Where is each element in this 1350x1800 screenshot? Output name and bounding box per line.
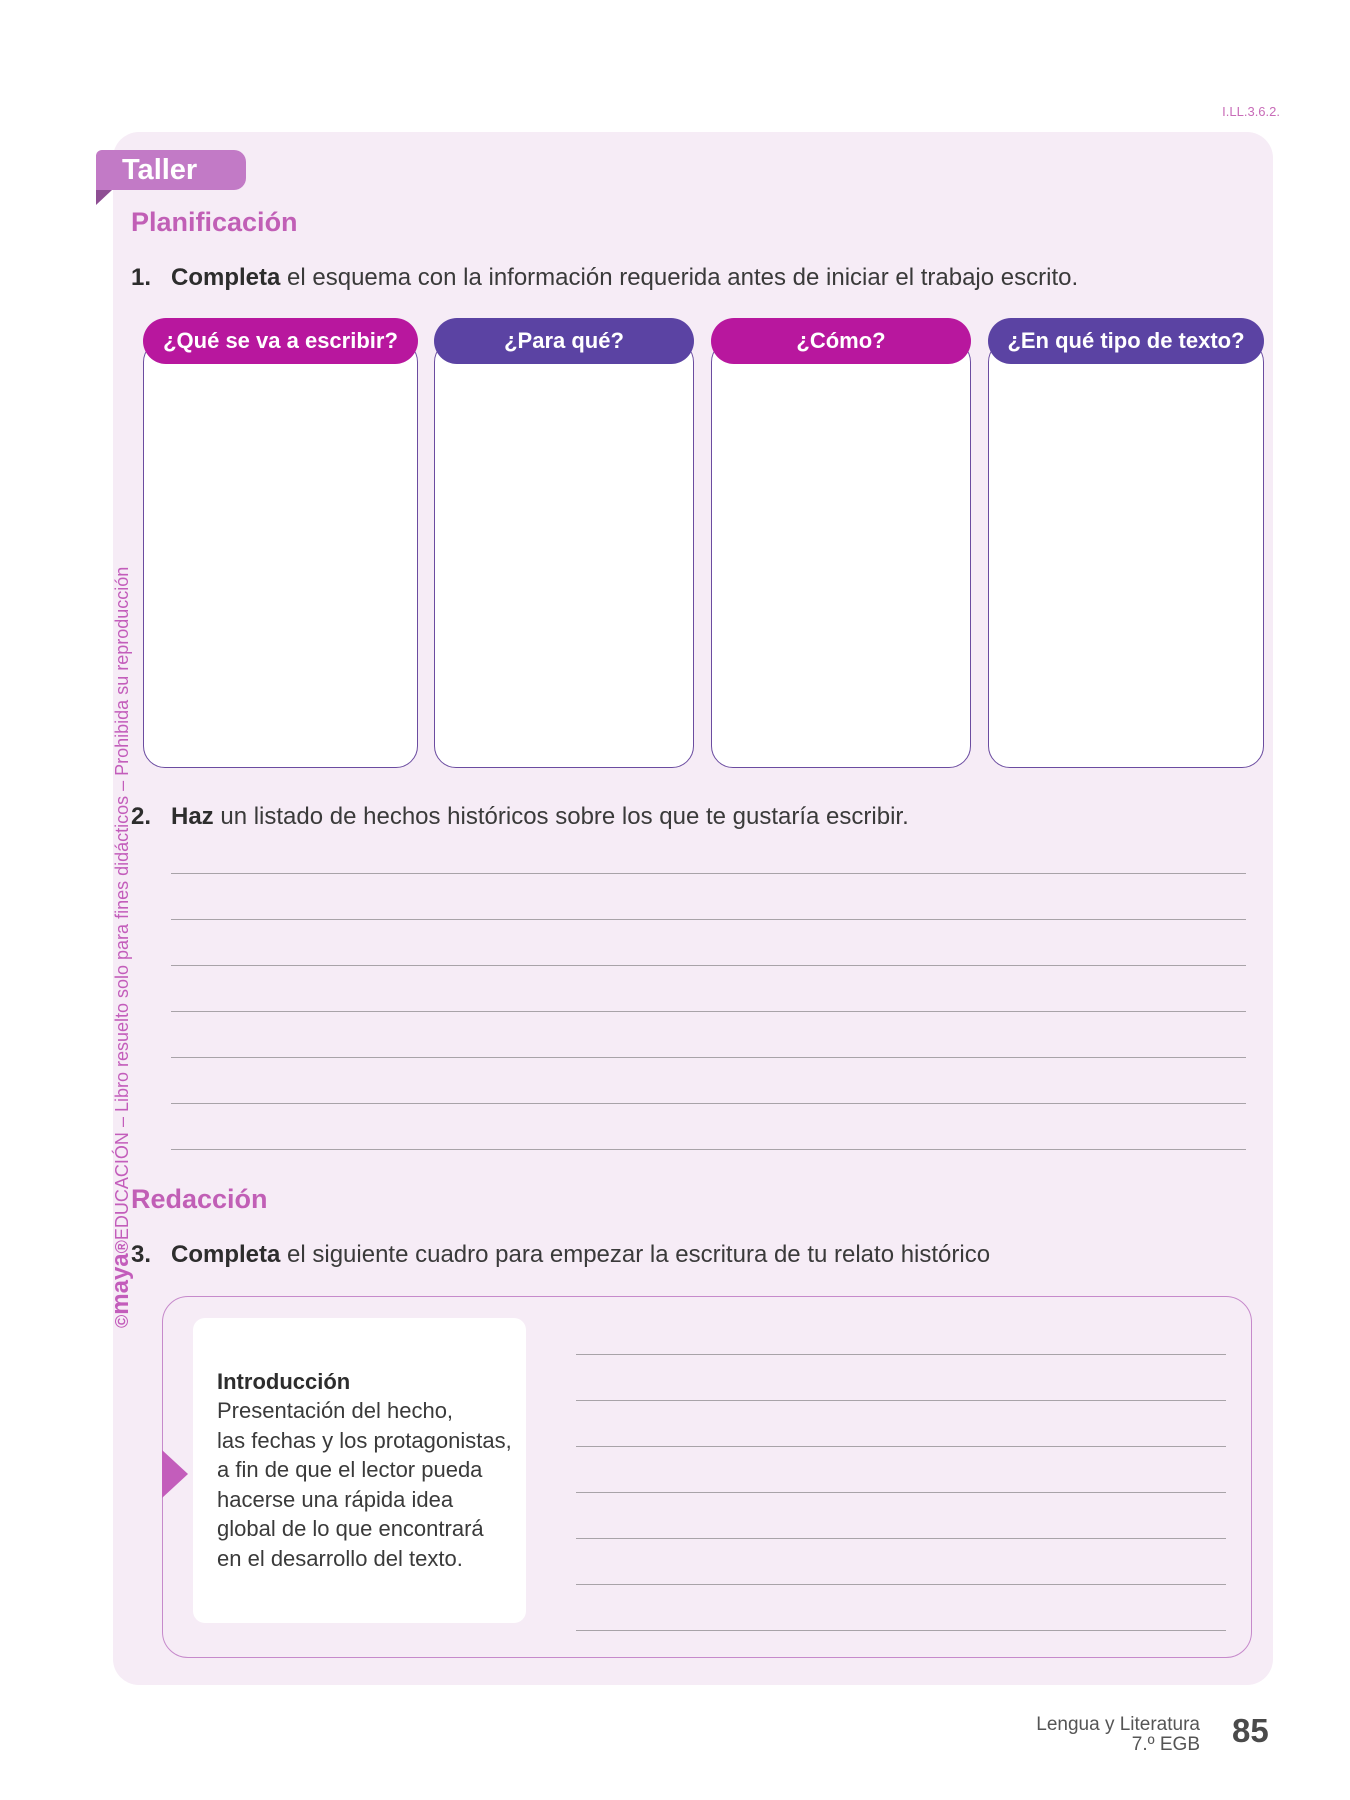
question-number: 2. — [131, 803, 152, 830]
brand-logo: maya — [107, 1253, 134, 1315]
intro-text-line: hacerse una rápida idea — [217, 1486, 454, 1512]
subject-name: Lengua y Literatura — [1036, 1714, 1200, 1735]
taller-tab: Taller — [96, 150, 246, 190]
scheme-answer-box[interactable] — [434, 340, 694, 768]
scheme-answer-box[interactable] — [711, 340, 971, 768]
notice-text: – Libro resuelto solo para fines didácticos – Prohibida su reproducción — [112, 566, 132, 1133]
question-1 — [131, 264, 1078, 292]
question-3 — [131, 1241, 990, 1269]
writing-line[interactable] — [171, 1103, 1246, 1104]
scheme-header: ¿Cómo? — [711, 318, 971, 364]
play-arrow-icon — [162, 1450, 188, 1498]
indicator-code: I.LL.3.6.2. — [1222, 104, 1280, 119]
scheme-header: ¿Para qué? — [434, 318, 694, 364]
grade-label: 7.º EGB — [1131, 1734, 1200, 1755]
intro-title: Introducción — [217, 1369, 351, 1394]
writing-line[interactable] — [576, 1538, 1226, 1539]
footer-subject — [1036, 1715, 1200, 1755]
intro-text-line: a fin de que el lector pueda — [217, 1457, 483, 1482]
writing-line[interactable] — [576, 1630, 1226, 1631]
section-title-planificacion: Planificación — [131, 207, 298, 237]
scheme-header: ¿Qué se va a escribir? — [143, 318, 418, 364]
intro-text-line: global de lo que encontrará — [217, 1516, 484, 1541]
registered-symbol: ® — [112, 1240, 132, 1254]
writing-line[interactable] — [576, 1400, 1226, 1401]
writing-line[interactable] — [171, 1149, 1246, 1150]
brand-org: EDUCACIÓN — [112, 1132, 132, 1241]
question-text: el siguiente cuadro para empezar la escritura de tu relato histórico — [280, 1241, 991, 1268]
scheme-answer-box[interactable] — [988, 340, 1264, 768]
question-keyword: Completa — [171, 264, 281, 291]
question-keyword: Haz — [171, 803, 214, 830]
scheme-header: ¿En qué tipo de texto? — [988, 318, 1264, 364]
writing-line[interactable] — [171, 873, 1246, 874]
taller-tab-fold — [96, 190, 112, 205]
intro-text-line: Presentación del hecho, — [217, 1398, 454, 1423]
writing-line[interactable] — [576, 1584, 1226, 1585]
question-2 — [131, 803, 909, 831]
section-title-redaccion: Redacción — [131, 1184, 268, 1214]
writing-line[interactable] — [576, 1446, 1226, 1447]
question-number: 1. — [131, 264, 152, 291]
writing-line[interactable] — [171, 1057, 1246, 1058]
intro-card — [193, 1318, 526, 1623]
intro-text-line: las fechas y los protagonistas, — [217, 1427, 512, 1453]
writing-line[interactable] — [171, 1011, 1246, 1012]
page-number: 85 — [1232, 1712, 1269, 1749]
question-text: el esquema con la información requerida antes de iniciar el trabajo escrito. — [280, 264, 1079, 291]
writing-line[interactable] — [576, 1354, 1226, 1355]
writing-line[interactable] — [171, 919, 1246, 920]
writing-line[interactable] — [171, 965, 1246, 966]
writing-line[interactable] — [576, 1492, 1226, 1493]
copyright-symbol: © — [112, 1314, 132, 1328]
intro-text-line: en el desarrollo del texto. — [217, 1545, 463, 1571]
question-keyword: Completa — [171, 1241, 281, 1268]
question-number: 3. — [131, 1241, 152, 1268]
scheme-answer-box[interactable] — [143, 340, 418, 768]
question-text: un listado de hechos históricos sobre los que te gustaría escribir. — [213, 803, 909, 830]
